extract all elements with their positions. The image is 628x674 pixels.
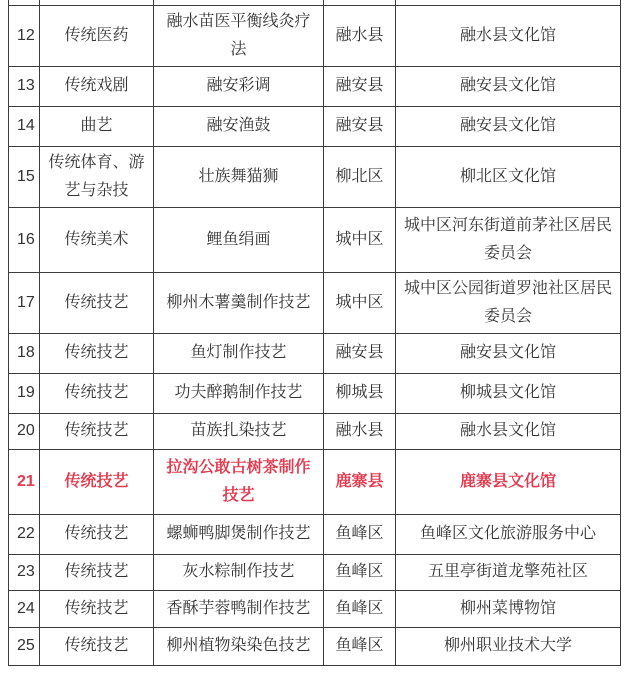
cell-name: 融安彩调 xyxy=(154,66,324,106)
cell-no: 14 xyxy=(9,106,40,146)
cell-unit: 融安县文化馆 xyxy=(396,333,621,373)
cell-region: 融水县 xyxy=(324,5,396,66)
cell-name: 拉沟公敢古树茶制作技艺 xyxy=(154,449,324,514)
cell-name: 融安渔鼓 xyxy=(154,106,324,146)
cell-region: 融安县 xyxy=(324,106,396,146)
cell-region: 柳北区 xyxy=(324,146,396,207)
cell-unit: 融水县文化馆 xyxy=(396,5,621,66)
cell-region: 融安县 xyxy=(324,333,396,373)
table-row xyxy=(9,554,621,590)
cell-name: 功夫醉鹅制作技艺 xyxy=(154,373,324,413)
cell-name: 鲤鱼绢画 xyxy=(154,207,324,272)
cell-name: 柳州植物染染色技艺 xyxy=(154,627,324,665)
heritage-table xyxy=(8,0,621,666)
heritage-table-body xyxy=(9,0,621,665)
cell-region: 鹿寨县 xyxy=(324,449,396,514)
table-row xyxy=(9,106,621,146)
table-row xyxy=(9,373,621,413)
cell-category: 传统技艺 xyxy=(40,373,154,413)
table-row xyxy=(9,413,621,449)
cell-category: 传统技艺 xyxy=(40,554,154,590)
cell-region: 城中区 xyxy=(324,207,396,272)
cell-no: 20 xyxy=(9,413,40,449)
cell-region: 融水县 xyxy=(324,413,396,449)
cell-no: 21 xyxy=(9,449,40,514)
cell-no: 13 xyxy=(9,66,40,106)
cell-unit: 融安县文化馆 xyxy=(396,66,621,106)
table-row xyxy=(9,449,621,514)
table-row xyxy=(9,514,621,554)
table-row xyxy=(9,146,621,207)
table-row xyxy=(9,207,621,272)
cell-unit: 柳州职业技术大学 xyxy=(396,627,621,665)
cell-unit: 鹿寨县文化馆 xyxy=(396,449,621,514)
cell-category: 传统技艺 xyxy=(40,514,154,554)
table-row xyxy=(9,272,621,333)
cell-no: 23 xyxy=(9,554,40,590)
cell-category: 曲艺 xyxy=(40,106,154,146)
cell-name: 灰水粽制作技艺 xyxy=(154,554,324,590)
table-row xyxy=(9,66,621,106)
cell-name: 柳州木薯羹制作技艺 xyxy=(154,272,324,333)
cell-category: 传统戏剧 xyxy=(40,66,154,106)
cell-category: 传统技艺 xyxy=(40,627,154,665)
cell-no: 25 xyxy=(9,627,40,665)
cell-region: 鱼峰区 xyxy=(324,627,396,665)
table-row xyxy=(9,590,621,627)
cell-unit: 鱼峰区文化旅游服务中心 xyxy=(396,514,621,554)
cell-name: 苗族扎染技艺 xyxy=(154,413,324,449)
cell-no: 16 xyxy=(9,207,40,272)
cell-unit: 柳城县文化馆 xyxy=(396,373,621,413)
cell-no: 18 xyxy=(9,333,40,373)
cell-no: 15 xyxy=(9,146,40,207)
cell-no: 17 xyxy=(9,272,40,333)
cell-unit: 城中区公园街道罗池社区居民委员会 xyxy=(396,272,621,333)
cell-category: 传统体育、游艺与杂技 xyxy=(40,146,154,207)
table-row xyxy=(9,627,621,665)
cell-name: 螺蛳鸭脚煲制作技艺 xyxy=(154,514,324,554)
cell-unit: 融安县文化馆 xyxy=(396,106,621,146)
cell-unit: 融水县文化馆 xyxy=(396,413,621,449)
cell-name: 香酥芋蓉鸭制作技艺 xyxy=(154,590,324,627)
cell-name: 壮族舞猫狮 xyxy=(154,146,324,207)
cell-region: 鱼峰区 xyxy=(324,514,396,554)
cell-name: 融水苗医平衡线灸疗法 xyxy=(154,5,324,66)
cell-region: 鱼峰区 xyxy=(324,590,396,627)
cell-unit: 柳北区文化馆 xyxy=(396,146,621,207)
cell-region: 融安县 xyxy=(324,66,396,106)
cell-category: 传统技艺 xyxy=(40,272,154,333)
cell-no: 24 xyxy=(9,590,40,627)
cell-region: 鱼峰区 xyxy=(324,554,396,590)
cell-name: 鱼灯制作技艺 xyxy=(154,333,324,373)
cell-category: 传统医药 xyxy=(40,5,154,66)
cell-no: 22 xyxy=(9,514,40,554)
cell-category: 传统技艺 xyxy=(40,413,154,449)
cell-unit: 五里亭街道龙擎苑社区 xyxy=(396,554,621,590)
cell-category: 传统技艺 xyxy=(40,590,154,627)
cell-unit: 柳州菜博物馆 xyxy=(396,590,621,627)
cell-region: 柳城县 xyxy=(324,373,396,413)
cell-category: 传统技艺 xyxy=(40,333,154,373)
table-row xyxy=(9,333,621,373)
cell-unit: 城中区河东街道前茅社区居民委员会 xyxy=(396,207,621,272)
cell-category: 传统美术 xyxy=(40,207,154,272)
cell-no: 19 xyxy=(9,373,40,413)
cell-no: 12 xyxy=(9,5,40,66)
cell-category: 传统技艺 xyxy=(40,449,154,514)
cell-region: 城中区 xyxy=(324,272,396,333)
table-row xyxy=(9,5,621,66)
